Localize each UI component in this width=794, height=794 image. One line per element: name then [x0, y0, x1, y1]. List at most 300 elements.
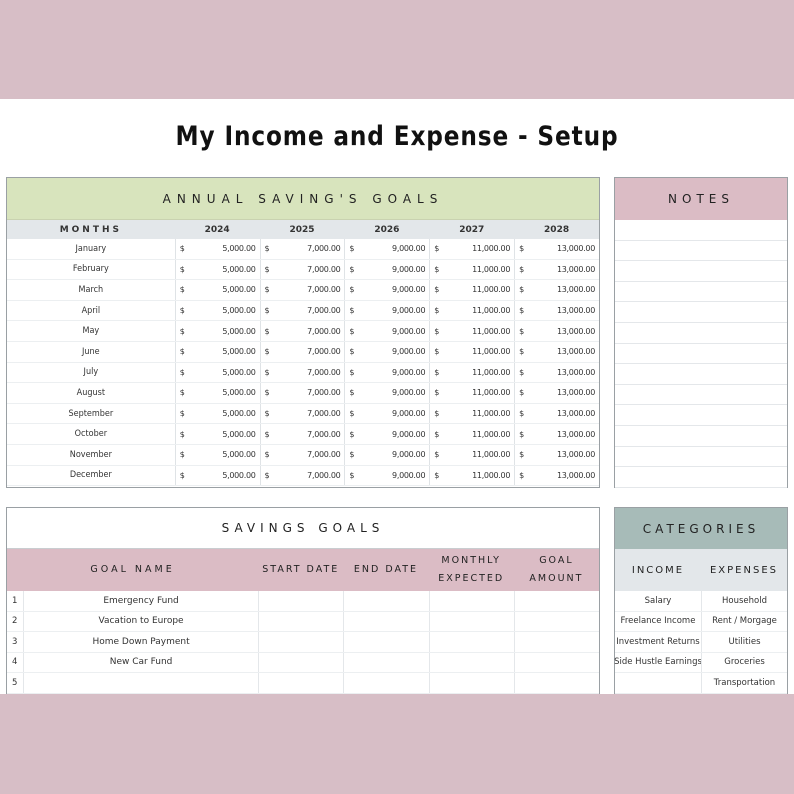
currency-symbol: $: [519, 388, 524, 398]
amount-cell[interactable]: [344, 466, 429, 486]
amount-cell[interactable]: [260, 363, 345, 383]
amount-value: 7,000.00: [307, 285, 341, 295]
note-line[interactable]: [615, 261, 787, 282]
currency-symbol: $: [264, 429, 270, 439]
amount-value: 7,000.00: [307, 306, 341, 316]
note-line[interactable]: [615, 302, 787, 323]
currency-symbol: $: [434, 450, 440, 460]
amount-value: 13,000.00: [556, 429, 595, 439]
currency-symbol: $: [264, 285, 270, 295]
amount-cell[interactable]: [175, 260, 260, 280]
table-row: [7, 404, 599, 425]
amount-cell[interactable]: [344, 342, 429, 362]
amount-cell[interactable]: [344, 321, 429, 341]
amount-value: 5,000.00: [222, 326, 256, 336]
amount-cell[interactable]: [429, 321, 514, 341]
month-cell[interactable]: March: [78, 284, 104, 295]
table-row: [615, 632, 787, 653]
goal-name-cell[interactable]: Vacation to Europe: [23, 612, 258, 632]
start-date-cell[interactable]: [258, 591, 343, 611]
amount-value: 9,000.00: [392, 326, 426, 336]
amount-cell[interactable]: [514, 383, 599, 403]
monthly-expected-header: [429, 549, 514, 591]
table-row: [7, 466, 599, 487]
goal-name-cell[interactable]: New Car Fund: [23, 653, 258, 673]
row-number: 3: [12, 636, 18, 647]
month-cell[interactable]: July: [83, 367, 99, 378]
top-band: [0, 0, 794, 99]
table-row: [615, 653, 787, 674]
annual-saving-goals-panel: [6, 177, 600, 488]
table-row: [7, 363, 599, 384]
amount-value: 11,000.00: [472, 264, 511, 274]
amount-cell[interactable]: [514, 321, 599, 341]
currency-symbol: $: [349, 244, 355, 254]
currency-symbol: $: [349, 388, 355, 398]
currency-symbol: $: [519, 450, 524, 460]
amount-cell[interactable]: [260, 445, 345, 465]
note-line[interactable]: [615, 220, 787, 241]
note-line[interactable]: [615, 323, 787, 344]
amount-cell[interactable]: [175, 424, 260, 444]
amount-cell[interactable]: [175, 445, 260, 465]
start-date-header: START DATE: [262, 564, 340, 575]
currency-symbol: $: [434, 244, 440, 254]
amount-cell[interactable]: [429, 260, 514, 280]
amount-cell[interactable]: [175, 383, 260, 403]
amount-value: 5,000.00: [222, 388, 256, 398]
months-column-header: MONTHS: [59, 224, 122, 235]
currency-symbol: $: [179, 264, 185, 274]
categories-heading: CATEGORIES: [615, 508, 787, 549]
amount-value: 11,000.00: [472, 388, 511, 398]
month-cell[interactable]: December: [69, 470, 112, 481]
year-column-header: 2027: [459, 224, 485, 235]
currency-symbol: $: [349, 347, 355, 357]
amount-value: 5,000.00: [222, 347, 256, 357]
currency-symbol: $: [434, 264, 440, 274]
amount-cell[interactable]: [260, 260, 345, 280]
amount-cell[interactable]: [260, 424, 345, 444]
amount-cell[interactable]: [514, 363, 599, 383]
amount-value: 11,000.00: [472, 429, 511, 439]
amount-cell[interactable]: [429, 424, 514, 444]
goal-name-cell[interactable]: [23, 673, 258, 693]
amount-value: 9,000.00: [392, 450, 426, 460]
goal-amount-header: [514, 549, 599, 591]
currency-symbol: $: [434, 347, 440, 357]
expense-category-cell[interactable]: Groceries: [701, 653, 787, 673]
categories-table-body: [615, 591, 787, 694]
amount-value: 7,000.00: [307, 326, 341, 336]
amount-value: 5,000.00: [222, 264, 256, 274]
amount-cell[interactable]: [429, 280, 514, 300]
amount-value: 7,000.00: [307, 244, 341, 254]
amount-cell[interactable]: [260, 280, 345, 300]
month-cell[interactable]: September: [68, 408, 114, 419]
expense-category-cell[interactable]: Household: [701, 591, 787, 611]
amount-value: 13,000.00: [556, 285, 595, 295]
monthly-expected-header-line: EXPECTED: [438, 573, 505, 584]
table-row: [7, 445, 599, 466]
amount-value: 5,000.00: [222, 306, 256, 316]
year-column-header: 2025: [289, 224, 315, 235]
currency-symbol: $: [434, 429, 440, 439]
amount-cell[interactable]: [344, 383, 429, 403]
monthly-expected-cell[interactable]: [429, 653, 514, 673]
amount-value: 11,000.00: [472, 367, 511, 377]
amount-value: 7,000.00: [307, 450, 341, 460]
amount-cell[interactable]: [514, 404, 599, 424]
currency-symbol: $: [434, 409, 440, 419]
month-cell[interactable]: May: [82, 326, 100, 337]
amount-cell[interactable]: [429, 342, 514, 362]
amount-cell[interactable]: [429, 445, 514, 465]
currency-symbol: $: [179, 306, 185, 316]
amount-value: 5,000.00: [222, 367, 256, 377]
savings-table-body: [7, 591, 599, 694]
amount-cell[interactable]: [514, 466, 599, 486]
goal-amount-cell[interactable]: [514, 673, 599, 693]
amount-cell[interactable]: [344, 239, 429, 259]
amount-value: 7,000.00: [307, 367, 341, 377]
monthly-expected-cell[interactable]: [429, 632, 514, 652]
table-row: [7, 321, 599, 342]
amount-value: 13,000.00: [556, 388, 595, 398]
bottom-band: [0, 694, 794, 794]
note-line[interactable]: [615, 447, 787, 468]
end-date-cell[interactable]: [343, 632, 428, 652]
amount-value: 13,000.00: [556, 326, 595, 336]
end-date-cell[interactable]: [343, 653, 428, 673]
start-date-cell[interactable]: [258, 673, 343, 693]
currency-symbol: $: [179, 326, 185, 336]
table-row: [7, 301, 599, 322]
amount-cell[interactable]: [344, 280, 429, 300]
currency-symbol: $: [349, 429, 355, 439]
amount-value: 11,000.00: [472, 244, 511, 254]
currency-symbol: $: [264, 264, 270, 274]
table-row: [7, 612, 599, 633]
end-date-cell[interactable]: [343, 591, 428, 611]
income-category-cell[interactable]: [615, 673, 701, 693]
note-line[interactable]: [615, 364, 787, 385]
table-row: [7, 280, 599, 301]
year-column-header: 2024: [204, 224, 230, 235]
amount-cell[interactable]: [175, 239, 260, 259]
amount-value: 5,000.00: [222, 285, 256, 295]
note-line[interactable]: [615, 405, 787, 426]
amount-value: 9,000.00: [392, 264, 426, 274]
amount-value: 11,000.00: [472, 450, 511, 460]
currency-symbol: $: [349, 450, 355, 460]
income-category-cell[interactable]: Side Hustle Earnings: [614, 657, 702, 668]
currency-symbol: $: [519, 264, 524, 274]
month-cell[interactable]: January: [75, 243, 107, 254]
amount-cell[interactable]: [514, 239, 599, 259]
amount-cell[interactable]: [260, 383, 345, 403]
currency-symbol: $: [179, 470, 185, 480]
amount-value: 9,000.00: [392, 388, 426, 398]
currency-symbol: $: [349, 470, 355, 480]
end-date-cell[interactable]: [343, 673, 428, 693]
amount-cell[interactable]: [260, 404, 345, 424]
currency-symbol: $: [179, 285, 185, 295]
currency-symbol: $: [179, 244, 185, 254]
currency-symbol: $: [434, 306, 440, 316]
amount-value: 7,000.00: [307, 264, 341, 274]
monthly-expected-cell[interactable]: [429, 673, 514, 693]
amount-cell[interactable]: [514, 260, 599, 280]
currency-symbol: $: [264, 367, 270, 377]
amount-cell[interactable]: [344, 363, 429, 383]
currency-symbol: $: [349, 326, 355, 336]
page-title: My Income and Expense - Setup: [175, 121, 619, 152]
amount-value: 7,000.00: [307, 470, 341, 480]
amount-value: 9,000.00: [392, 409, 426, 419]
amount-value: 5,000.00: [222, 470, 256, 480]
goal-amount-cell[interactable]: [514, 591, 599, 611]
note-line[interactable]: [615, 241, 787, 262]
amount-cell[interactable]: [344, 445, 429, 465]
amount-value: 11,000.00: [472, 409, 511, 419]
savings-column-headers: [7, 549, 599, 591]
amount-cell[interactable]: [260, 301, 345, 321]
note-line[interactable]: [615, 467, 787, 488]
amount-value: 7,000.00: [307, 347, 341, 357]
row-number: 5: [12, 677, 18, 688]
currency-symbol: $: [264, 347, 270, 357]
note-line[interactable]: [615, 282, 787, 303]
goal-amount-cell[interactable]: [514, 612, 599, 632]
notes-lines: [615, 220, 787, 488]
month-cell[interactable]: June: [82, 346, 100, 357]
currency-symbol: $: [519, 244, 524, 254]
currency-symbol: $: [264, 326, 270, 336]
amount-cell[interactable]: [260, 239, 345, 259]
amount-value: 13,000.00: [556, 367, 595, 377]
currency-symbol: $: [264, 450, 270, 460]
note-line[interactable]: [615, 344, 787, 365]
month-cell[interactable]: April: [81, 305, 101, 316]
row-number: 1: [12, 595, 18, 606]
end-date-cell[interactable]: [343, 612, 428, 632]
currency-symbol: $: [519, 429, 524, 439]
expense-category-cell[interactable]: Transportation: [701, 673, 787, 693]
currency-symbol: $: [349, 367, 355, 377]
currency-symbol: $: [264, 244, 270, 254]
amount-cell[interactable]: [514, 445, 599, 465]
table-row: [7, 591, 599, 612]
start-date-cell[interactable]: [258, 653, 343, 673]
row-number: 4: [12, 657, 18, 668]
amount-cell[interactable]: [344, 404, 429, 424]
amount-cell[interactable]: [514, 280, 599, 300]
spreadsheet-page: [0, 99, 794, 694]
table-row: [7, 383, 599, 404]
month-cell[interactable]: October: [74, 429, 108, 440]
amount-value: 9,000.00: [392, 429, 426, 439]
table-row: [7, 342, 599, 363]
currency-symbol: $: [179, 367, 185, 377]
amount-value: 7,000.00: [307, 388, 341, 398]
note-line[interactable]: [615, 426, 787, 447]
table-row: [615, 673, 787, 694]
note-line[interactable]: [615, 385, 787, 406]
monthly-expected-cell[interactable]: [429, 612, 514, 632]
currency-symbol: $: [519, 409, 524, 419]
amount-cell[interactable]: [260, 342, 345, 362]
amount-cell[interactable]: [429, 301, 514, 321]
amount-value: 7,000.00: [307, 429, 341, 439]
amount-value: 11,000.00: [472, 285, 511, 295]
amount-cell[interactable]: [429, 404, 514, 424]
goal-name-cell[interactable]: Emergency Fund: [23, 591, 258, 611]
table-row: [7, 424, 599, 445]
amount-value: 13,000.00: [556, 450, 595, 460]
start-date-cell[interactable]: [258, 632, 343, 652]
amount-cell[interactable]: [175, 301, 260, 321]
currency-symbol: $: [434, 367, 440, 377]
goal-name-cell[interactable]: Home Down Payment: [23, 632, 258, 652]
currency-symbol: $: [434, 470, 440, 480]
amount-value: 9,000.00: [392, 470, 426, 480]
amount-cell[interactable]: [260, 321, 345, 341]
amount-cell[interactable]: [429, 239, 514, 259]
goal-amount-cell[interactable]: [514, 632, 599, 652]
amount-value: 13,000.00: [556, 347, 595, 357]
amount-cell[interactable]: [175, 342, 260, 362]
amount-cell[interactable]: [175, 280, 260, 300]
currency-symbol: $: [349, 285, 355, 295]
annual-saving-goals-heading: ANNUAL SAVING'S GOALS: [7, 178, 599, 220]
income-category-cell[interactable]: Salary: [644, 595, 672, 606]
amount-value: 5,000.00: [222, 244, 256, 254]
amount-cell[interactable]: [429, 363, 514, 383]
amount-cell[interactable]: [514, 342, 599, 362]
amount-cell[interactable]: [514, 301, 599, 321]
notes-panel: [614, 177, 788, 488]
currency-symbol: $: [434, 326, 440, 336]
amount-cell[interactable]: [429, 466, 514, 486]
row-number: 2: [12, 616, 18, 627]
amount-value: 13,000.00: [556, 470, 595, 480]
amount-value: 11,000.00: [472, 306, 511, 316]
notes-heading: NOTES: [615, 178, 787, 220]
currency-symbol: $: [349, 306, 355, 316]
month-cell[interactable]: February: [72, 264, 109, 275]
currency-symbol: $: [519, 347, 524, 357]
table-row: [7, 632, 599, 653]
amount-value: 9,000.00: [392, 306, 426, 316]
categories-column-headers: [615, 549, 787, 591]
amount-cell[interactable]: [175, 321, 260, 341]
amount-cell[interactable]: [344, 424, 429, 444]
goal-amount-cell[interactable]: [514, 653, 599, 673]
currency-symbol: $: [264, 388, 270, 398]
expense-category-cell[interactable]: Utilities: [701, 632, 787, 652]
amount-value: 9,000.00: [392, 347, 426, 357]
income-header: INCOME: [631, 564, 685, 576]
year-column-header: 2026: [374, 224, 400, 235]
end-date-header: END DATE: [353, 564, 419, 575]
savings-goals-panel: [6, 507, 600, 694]
amount-value: 13,000.00: [556, 264, 595, 274]
currency-symbol: $: [434, 388, 440, 398]
annual-column-headers: [7, 220, 599, 239]
goal-name-header: GOAL NAME: [90, 564, 175, 575]
monthly-expected-header-line: MONTHLY: [441, 555, 501, 566]
currency-symbol: $: [179, 429, 185, 439]
savings-goals-heading: SAVINGS GOALS: [7, 508, 599, 549]
amount-value: 5,000.00: [222, 409, 256, 419]
goal-amount-header-line: GOAL: [539, 555, 574, 566]
currency-symbol: $: [179, 388, 185, 398]
amount-cell[interactable]: [344, 260, 429, 280]
currency-symbol: $: [349, 264, 355, 274]
income-category-cell[interactable]: Freelance Income: [620, 616, 696, 627]
currency-symbol: $: [519, 306, 524, 316]
amount-value: 9,000.00: [392, 367, 426, 377]
table-row: [615, 612, 787, 633]
annual-table-body: [7, 239, 599, 486]
year-column-header: 2028: [544, 224, 570, 235]
month-cell[interactable]: November: [69, 449, 112, 460]
amount-cell[interactable]: [260, 466, 345, 486]
amount-value: 13,000.00: [556, 306, 595, 316]
amount-cell[interactable]: [514, 424, 599, 444]
amount-cell[interactable]: [175, 466, 260, 486]
table-row: [7, 260, 599, 281]
income-category-cell[interactable]: Investment Returns: [616, 636, 700, 647]
currency-symbol: $: [349, 409, 355, 419]
table-row: [7, 653, 599, 674]
expenses-header: EXPENSES: [709, 564, 778, 576]
expense-category-cell[interactable]: Rent / Morgage: [701, 612, 787, 632]
amount-cell[interactable]: [175, 404, 260, 424]
currency-symbol: $: [519, 285, 524, 295]
monthly-expected-cell[interactable]: [429, 591, 514, 611]
categories-panel: [614, 507, 788, 694]
goal-amount-header-line: AMOUNT: [529, 573, 584, 584]
table-row: [7, 239, 599, 260]
amount-value: 11,000.00: [472, 470, 511, 480]
currency-symbol: $: [179, 450, 185, 460]
currency-symbol: $: [179, 347, 185, 357]
amount-value: 5,000.00: [222, 450, 256, 460]
amount-cell[interactable]: [175, 363, 260, 383]
amount-value: 5,000.00: [222, 429, 256, 439]
amount-cell[interactable]: [344, 301, 429, 321]
currency-symbol: $: [264, 306, 270, 316]
amount-value: 11,000.00: [472, 347, 511, 357]
amount-value: 13,000.00: [556, 409, 595, 419]
start-date-cell[interactable]: [258, 612, 343, 632]
amount-cell[interactable]: [429, 383, 514, 403]
currency-symbol: $: [434, 285, 440, 295]
amount-value: 11,000.00: [472, 326, 511, 336]
amount-value: 9,000.00: [392, 244, 426, 254]
table-row: [7, 673, 599, 694]
month-cell[interactable]: August: [76, 387, 106, 398]
amount-value: 13,000.00: [556, 244, 595, 254]
currency-symbol: $: [179, 409, 185, 419]
amount-value: 7,000.00: [307, 409, 341, 419]
amount-value: 9,000.00: [392, 285, 426, 295]
table-row: [615, 591, 787, 612]
currency-symbol: $: [519, 367, 524, 377]
currency-symbol: $: [519, 326, 524, 336]
